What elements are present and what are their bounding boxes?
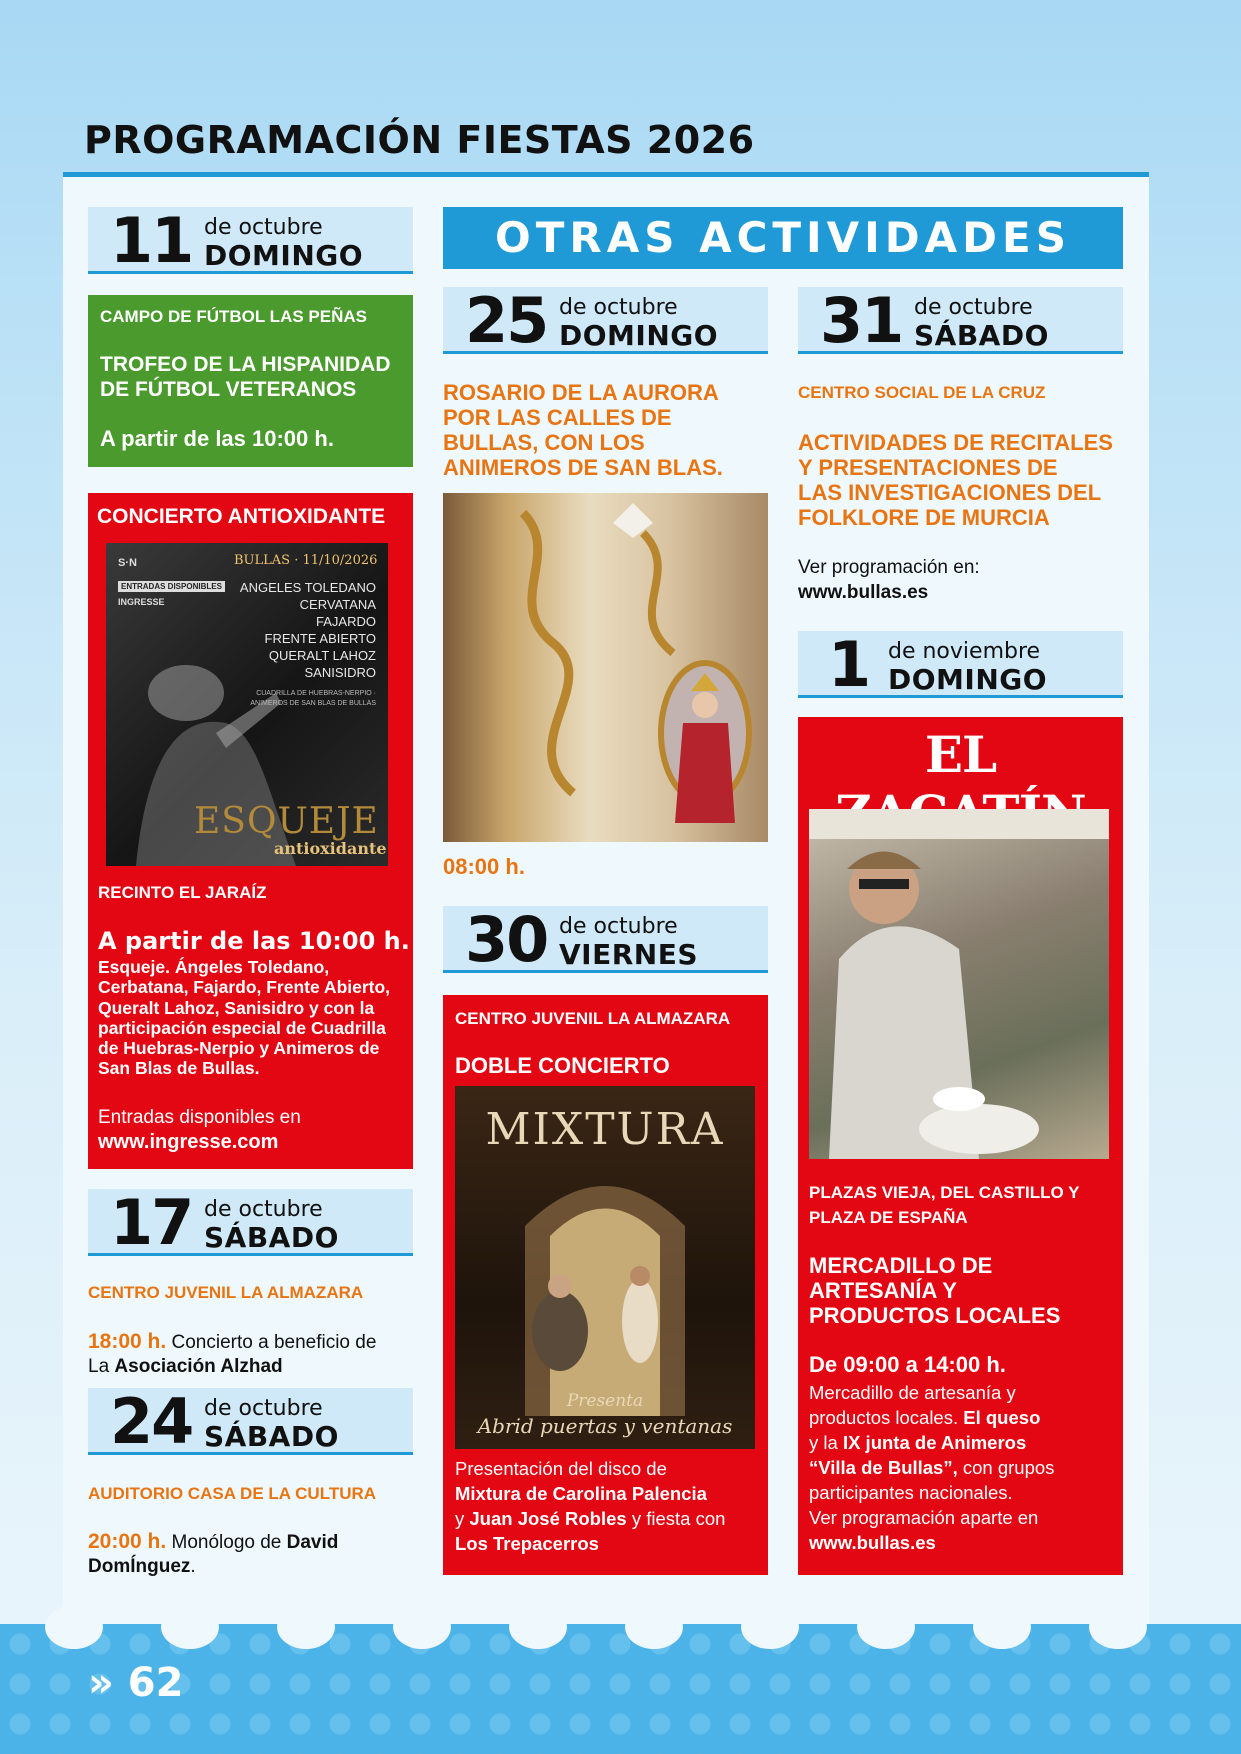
poster-artist-list: [240, 579, 376, 681]
tickets-text: Entradas disponibles en: [98, 1107, 301, 1128]
description-line: de Huebras-Nerpio y Animeros de: [98, 1038, 380, 1059]
date-number: 1: [828, 628, 870, 701]
event-line: [88, 1530, 338, 1554]
event-venue: CENTRO JUVENIL LA ALMAZARA: [88, 1283, 364, 1302]
program-link[interactable]: www.bullas.es: [809, 1532, 936, 1553]
date-header-24-october: [88, 1385, 413, 1458]
poster-subtitle: Abrid puertas y ventanas: [477, 1414, 733, 1438]
vendor-illustration: [809, 809, 1109, 1159]
mixtura-poster-image: [455, 1086, 755, 1449]
event-text: La: [88, 1356, 115, 1377]
description-line: [809, 1405, 1054, 1430]
punctuation: .: [190, 1556, 196, 1577]
zacatin-logo: EL: [924, 725, 997, 784]
date-weekday: DOMINGO: [204, 239, 364, 272]
description-line: Cerbatana, Fajardo, Frente Abierto,: [98, 977, 391, 998]
date-month: de octubre: [559, 295, 678, 320]
event-time: 20:00 h.: [88, 1530, 167, 1553]
event-organization: Asociación Alzhad: [114, 1356, 283, 1377]
date-month: de octubre: [559, 914, 678, 939]
event-venue: CAMPO DE FÚTBOL LAS PEÑAS: [100, 307, 367, 326]
footer-scallop: [45, 1605, 103, 1649]
event-description: [809, 1380, 1054, 1555]
description-text: y la: [809, 1432, 843, 1453]
cruz-title: [798, 430, 1113, 530]
tickets-link[interactable]: www.ingresse.com: [98, 1131, 279, 1153]
event-title: DOBLE CONCIERTO: [455, 1053, 670, 1078]
event-venue: RECINTO EL JARAÍZ: [98, 883, 267, 902]
description-highlight: El queso: [963, 1407, 1041, 1428]
date-number: 17: [110, 1186, 193, 1259]
event-time: A partir de las 10:00 h.: [98, 927, 410, 955]
date-header-1-november: [798, 628, 1123, 701]
title-line: POR LAS CALLES DE: [443, 405, 672, 430]
description-line: Ver programación aparte en: [809, 1507, 1039, 1528]
title-line: BULLAS, CON LOS: [443, 430, 645, 455]
poster-artist: FAJARDO: [316, 614, 376, 629]
poster-date: BULLAS · 11/10/2026: [234, 553, 378, 568]
event-time: A partir de las 10:00 h.: [100, 426, 334, 451]
poster-artist: SANISIDRO: [304, 665, 376, 680]
description-line: Queralt Lahoz, Sanisidro y con la: [98, 997, 375, 1018]
date-month: de octubre: [914, 295, 1033, 320]
description-line: Esqueje. Ángeles Toledano,: [98, 957, 330, 977]
date-weekday: VIERNES: [559, 938, 699, 971]
date-month: de octubre: [204, 1197, 323, 1222]
page-number: » 62: [88, 1660, 184, 1706]
poster-subtitle: Presenta: [566, 1391, 644, 1411]
description-highlight: IX junta de Animeros: [842, 1432, 1027, 1453]
date-weekday: SÁBADO: [204, 1420, 339, 1453]
description-line: Mercadillo de artesanía y: [809, 1382, 1016, 1403]
footer-scallop: [393, 1605, 451, 1649]
event-line: [88, 1556, 196, 1578]
event-text: Concierto a beneficio de: [166, 1332, 377, 1353]
date-number: 11: [110, 204, 193, 277]
page-title: PROGRAMACIÓN FIESTAS 2026: [84, 118, 755, 162]
poster-artist: QUERALT LAHOZ: [268, 648, 376, 663]
description-line: Mixtura de Carolina Palencia: [455, 1483, 707, 1504]
title-line: LAS INVESTIGACIONES DEL: [798, 480, 1102, 505]
title-rule: [63, 172, 1149, 177]
description-text: productos locales.: [809, 1407, 964, 1428]
event-text: Monólogo de: [166, 1532, 287, 1553]
event-title-line: TROFEO DE LA HISPANIDAD: [100, 353, 391, 376]
performer-name: DomÍnguez: [88, 1556, 191, 1577]
event-venue: CENTRO JUVENIL LA ALMAZARA: [455, 1009, 731, 1028]
footer-scallop: [509, 1605, 567, 1649]
poster-tickets-label: ENTRADAS DISPONIBLES: [118, 581, 225, 592]
footer-scallop: [1089, 1605, 1147, 1649]
date-header-25-october: [443, 284, 768, 357]
date-number: 30: [465, 903, 548, 976]
description-line: [455, 1506, 725, 1531]
rosario-title: [443, 380, 723, 480]
performer-name: David: [286, 1532, 339, 1553]
event-time: De 09:00 a 14:00 h.: [809, 1352, 1006, 1377]
poster-artist: CERVATANA: [299, 597, 376, 612]
event-title: [809, 1253, 1060, 1328]
date-month: de octubre: [204, 1396, 323, 1421]
description-text: y fiesta con: [626, 1508, 726, 1529]
date-number: 25: [465, 284, 548, 357]
description-line: Presentación del disco de: [455, 1458, 667, 1479]
description-line: [809, 1455, 1054, 1480]
otras-actividades-banner: OTRAS ACTIVIDADES: [443, 207, 1123, 269]
title-line: ANIMEROS DE SAN BLAS.: [443, 455, 723, 480]
description-line: [809, 1430, 1054, 1455]
description-line: participantes nacionales.: [809, 1482, 1013, 1503]
description-text: con grupos: [957, 1457, 1055, 1478]
poster-logo-text: S·N: [118, 557, 137, 569]
title-line: ROSARIO DE LA AURORA: [443, 380, 719, 405]
title-line: ACTIVIDADES DE RECITALES: [798, 430, 1113, 455]
date-weekday: DOMINGO: [559, 319, 719, 352]
poster-ticketer: INGRESSE: [118, 597, 165, 607]
poster-brand: ESQUEJE: [194, 801, 379, 842]
poster-special-guests: CUADRILLA DE HUEBRAS-NERPIO · ANIMEROS DE SAN BLAS DE BULLAS: [250, 690, 376, 707]
date-weekday: SÁBADO: [204, 1221, 339, 1254]
concierto-event-card: [88, 493, 413, 1169]
futbol-event-card: [88, 295, 413, 467]
date-header-30-october: [443, 903, 768, 976]
title-line: MERCADILLO DE: [809, 1253, 993, 1278]
date-header-17-october: [88, 1186, 413, 1259]
event-line: [88, 1330, 376, 1354]
event-time: 08:00 h.: [443, 854, 525, 879]
venue-line: PLAZA DE ESPAÑA: [809, 1208, 968, 1227]
embroidery-pattern: [443, 493, 768, 842]
footer-scallop: [277, 1605, 335, 1649]
performer-name: Juan José Robles: [469, 1508, 627, 1529]
date-weekday: DOMINGO: [888, 663, 1048, 696]
description-text: y: [455, 1508, 470, 1529]
date-header-11-october: [88, 204, 413, 277]
event-venue: [809, 1180, 1079, 1230]
poster-artist: ANGELES TOLEDANO: [239, 580, 376, 595]
title-line: ARTESANÍA Y: [809, 1278, 957, 1303]
date-header-31-october: [798, 284, 1123, 357]
poster-artist: FRENTE ABIERTO: [264, 631, 376, 646]
poster-brand-subtitle: antioxidante: [274, 839, 387, 858]
title-line: PRODUCTOS LOCALES: [809, 1303, 1061, 1328]
date-number: 24: [110, 1385, 193, 1458]
zacatin-event-card: [798, 717, 1123, 1575]
description-line: San Blas de Bullas.: [98, 1058, 260, 1079]
doble-concierto-card: [443, 995, 768, 1575]
event-description: [98, 957, 410, 1079]
title-line: FOLKLORE DE MURCIA: [798, 505, 1050, 530]
program-note: Ver programación en:: [798, 557, 980, 578]
date-number: 31: [820, 284, 903, 357]
event-description: [455, 1456, 725, 1556]
event-venue: CENTRO SOCIAL DE LA CRUZ: [798, 383, 1046, 402]
event-time: 18:00 h.: [88, 1330, 167, 1353]
venue-line: PLAZAS VIEJA, DEL CASTILLO Y: [809, 1183, 1080, 1202]
event-venue: AUDITORIO CASA DE LA CULTURA: [88, 1484, 377, 1503]
title-line: Y PRESENTACIONES DE: [798, 455, 1058, 480]
date-month: de noviembre: [888, 639, 1041, 664]
event-line: [88, 1356, 283, 1378]
event-title: CONCIERTO ANTIOXIDANTE: [97, 505, 386, 528]
market-photo: [809, 809, 1109, 1159]
footer-scallop: [973, 1605, 1031, 1649]
virgin-banner-photo: [443, 493, 768, 842]
footer-scallop: [161, 1605, 219, 1649]
description-line: participación especial de Cuadrilla: [98, 1017, 386, 1038]
footer-scallop: [741, 1605, 799, 1649]
poster-title: MIXTURA: [485, 1104, 725, 1155]
footer-scallop: [857, 1605, 915, 1649]
event-title-line: DE FÚTBOL VETERANOS: [100, 378, 357, 401]
concert-poster-image: [106, 543, 388, 866]
date-month: de octubre: [204, 215, 323, 240]
date-weekday: SÁBADO: [914, 319, 1049, 352]
footer-scallop: [625, 1605, 683, 1649]
program-link[interactable]: www.bullas.es: [798, 582, 929, 603]
description-highlight: “Villa de Bullas”,: [809, 1457, 958, 1478]
description-line: Los Trepacerros: [455, 1533, 599, 1554]
